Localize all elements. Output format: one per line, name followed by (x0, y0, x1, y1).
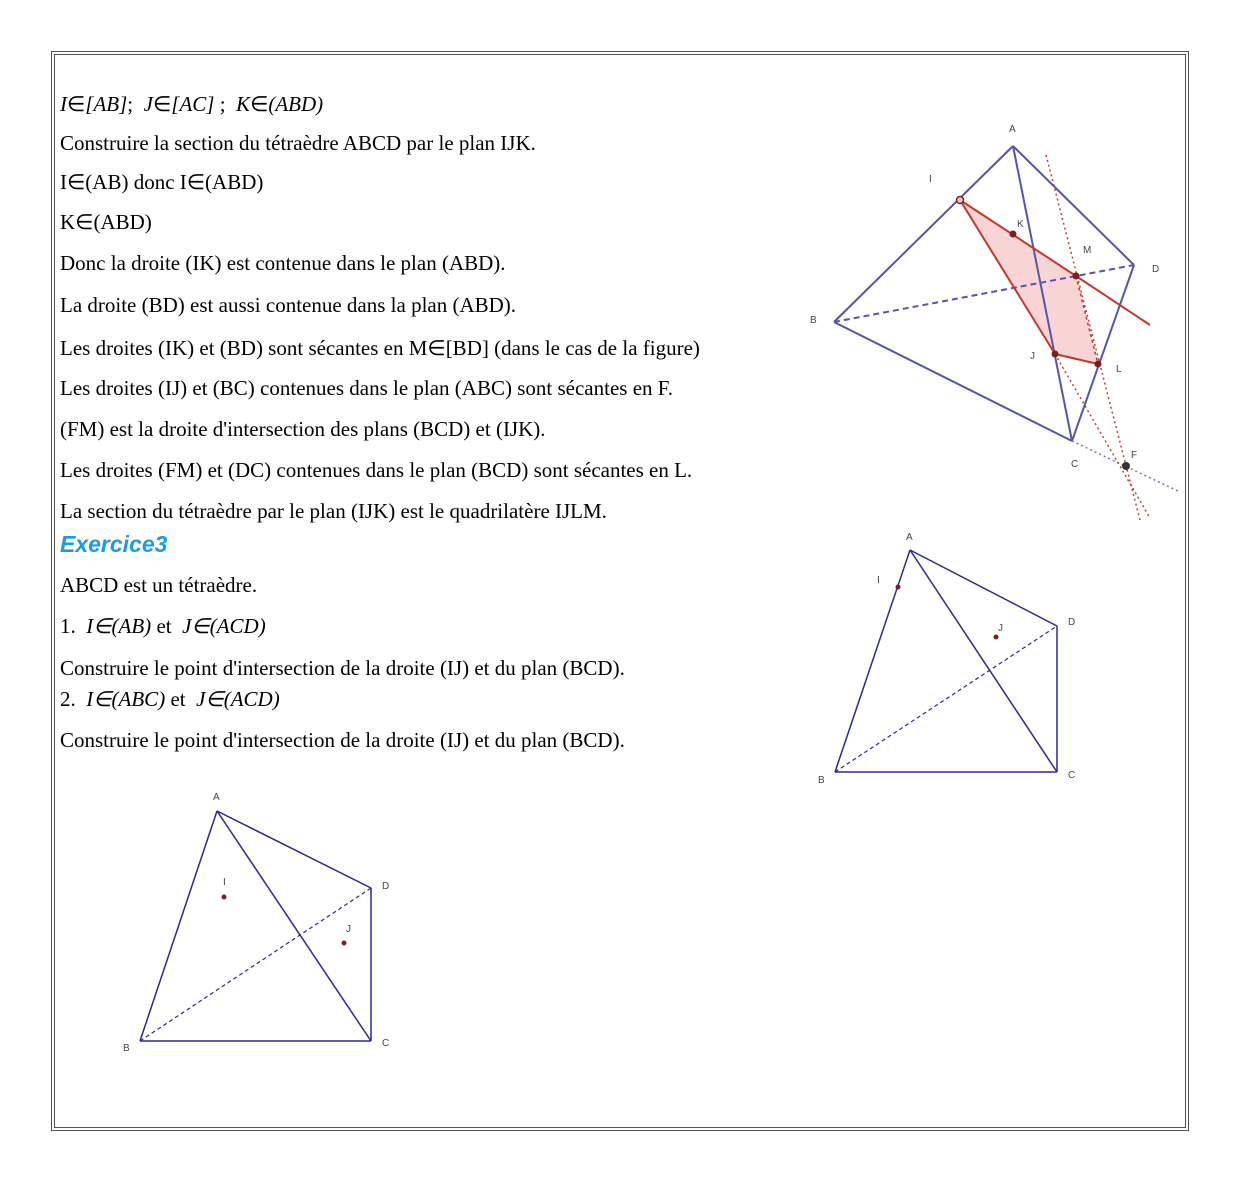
text-line-1: Construire la section du tétraèdre ABCD par le plan IJK. (60, 131, 536, 155)
exercise3-title: Exercice3 (60, 531, 168, 557)
q2-text: Construire le point d'intersection de la droite (IJ) et du plan (BCD). (60, 728, 625, 752)
membership-k: K (236, 92, 251, 116)
label-d: D (1152, 264, 1160, 275)
membership-k-set: (ABD) (268, 92, 324, 116)
text-line-9: Les droites (FM) et (DC) contenues dans le plan (BCD) sont sécantes en L. (60, 458, 693, 482)
point-j (994, 635, 999, 640)
label-i: I (877, 575, 880, 586)
q2-cond1: I∈(ABC) (86, 687, 166, 711)
edge-bc (834, 322, 1072, 441)
point-i (222, 895, 227, 900)
point-k (1010, 231, 1017, 238)
label-a: A (1009, 124, 1016, 135)
q1-statement (60, 613, 266, 639)
label-c: C (1071, 459, 1079, 470)
label-j: J (1030, 351, 1035, 362)
membership-line: I∈[AB]; J∈[AC] ; K∈(ABD) (60, 92, 324, 116)
label-a: A (906, 532, 913, 543)
text-line-4: Donc la droite (IK) est contenue dans le plan (ABD). (60, 251, 506, 275)
figure3-tetrahedron (115, 785, 405, 1060)
q1-conj: et (156, 614, 172, 638)
edge-bd-hidden (140, 888, 371, 1041)
edge-ad (217, 811, 371, 888)
edge-ab (835, 550, 910, 772)
point-f (1122, 462, 1130, 470)
q1-cond1: I∈(AB) (86, 614, 152, 638)
label-c: C (1068, 770, 1076, 781)
label-i: I (223, 877, 226, 888)
label-j: J (998, 623, 1003, 634)
point-m (1073, 273, 1080, 280)
separator-2: ; (219, 92, 226, 116)
point-j (1052, 351, 1059, 358)
text-line-6: Les droites (IK) et (BD) sont sécantes en M∈[BD] (dans le cas de la figure) (60, 336, 700, 360)
label-b: B (818, 775, 825, 786)
label-l: L (1116, 364, 1122, 375)
text-line-3: K∈(ABD) (60, 210, 152, 234)
q1-cond2: J∈(ACD) (182, 614, 266, 638)
label-i: I (929, 174, 932, 185)
line-ij-extension (1055, 354, 1150, 518)
point-j (342, 941, 347, 946)
label-f: F (1131, 450, 1138, 461)
text-line-7: Les droites (IJ) et (BC) contenues dans le plan (ABC) sont sécantes en F. (60, 376, 674, 400)
q2-cond2: J∈(ACD) (196, 687, 280, 711)
label-c: C (382, 1038, 390, 1049)
q2-number: 2. (60, 687, 76, 711)
text-line-8: (FM) est la droite d'intersection des plans (BCD) et (IJK). (60, 417, 546, 441)
figure2-tetrahedron (812, 525, 1082, 790)
label-k: K (1017, 219, 1024, 230)
q2-statement (60, 686, 280, 712)
point-i (896, 585, 901, 590)
separator-1: ; (127, 92, 134, 116)
label-d: D (1068, 617, 1076, 628)
q1-number: 1. (60, 614, 76, 638)
label-d: D (382, 881, 390, 892)
point-i (957, 197, 964, 204)
label-j: J (346, 924, 351, 935)
membership-j: J (143, 92, 153, 116)
q1-text: Construire le point d'intersection de la droite (IJ) et du plan (BCD). (60, 656, 625, 680)
edge-ad (910, 550, 1057, 626)
text-line-2: I∈(AB) donc I∈(ABD) (60, 170, 264, 194)
point-l (1095, 361, 1102, 368)
label-b: B (810, 315, 817, 326)
figure1-section-diagram (800, 115, 1190, 535)
membership-j-set: [AC] (171, 92, 215, 116)
membership-i-set: [AB] (85, 92, 128, 116)
q2-conj: et (170, 687, 186, 711)
text-line-10: La section du tétraèdre par le plan (IJK) est le quadrilatère IJLM. (60, 499, 607, 523)
edge-ac (910, 550, 1057, 772)
edge-bd-hidden (834, 265, 1134, 322)
text-line-5: La droite (BD) est aussi contenue dans la plan (ABD). (60, 293, 517, 317)
edge-ab (140, 811, 217, 1041)
edge-bd-hidden (835, 626, 1057, 772)
exercise3-intro: ABCD est un tétraèdre. (60, 573, 258, 597)
label-a: A (213, 792, 220, 803)
label-m: M (1083, 245, 1092, 256)
label-b: B (123, 1043, 130, 1054)
membership-i: I (60, 92, 67, 116)
